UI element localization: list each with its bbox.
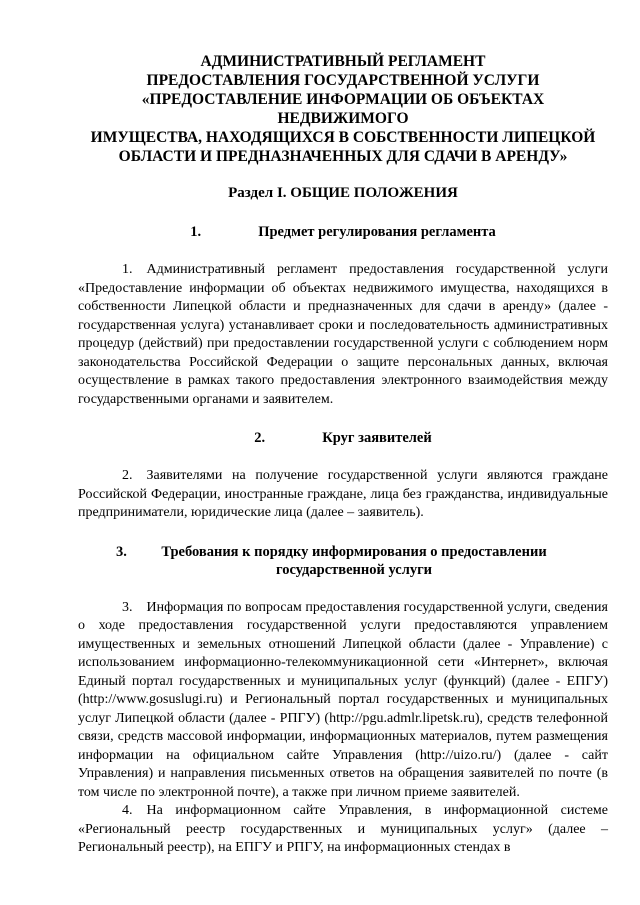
paragraph [78,467,608,523]
subsection-title: Круг заявителей [322,430,432,446]
subsection-heading [78,543,608,579]
paragraph [78,802,608,858]
subsection-title: Предмет регулирования регламента [258,224,496,240]
paragraph-text: На информационном сайте Управления, в информационной системе «Региональный реестр государственных и муниципальных услуг» (далее – Региональный реестр), на ЕПГУ и РПГУ, на информационных стендах в [78,803,608,855]
paragraph-number: 3. [122,599,133,615]
paragraph [78,599,608,803]
document-title [78,52,608,166]
title-line: ИМУЩЕСТВА, НАХОДЯЩИХСЯ В СОБСТВЕННОСТИ ЛИПЕЦКОЙ [90,129,596,146]
paragraph-text: Информация по вопросам предоставления государственной услуги, сведения о ходе предоставления государственной услуги предоставляются управлением имущественных и земельных отношений Липецкой области (далее - Управление) с использованием информационно-телекоммуникационной сети «Интернет», включая Единый портал государственных и муниципальных услуг (функций) (далее - ЕПГУ) (http://www.gosuslugi.ru) и Региональный портал государственных и муниципальных услуг Липецкой области (далее - РПГУ) (http://pgu.admlr.lipetsk.ru), средств телефонной связи, средств массовой информации, информационных материалов, путем размещения информации на официальном сайте Управления (http://uizo.ru/) (далее - сайт Управления) и направления письменных ответов на обращения заявителей по почте (в том числе по электронной почте), а также при личном приеме заявителей. [78,599,608,800]
subsection-number: 2. [254,430,266,446]
title-line: ОБЛАСТИ И ПРЕДНАЗНАЧЕННЫХ ДЛЯ СДАЧИ В АРЕНДУ» [118,148,568,165]
paragraph-text: Административный регламент предоставления государственной услуги «Предоставление информации об объектах недвижимого имущества, находящихся в собственности Липецкой области и предназначенных для сдачи в аренду» (далее - государственная услуга) устанавливает сроки и последовательность административных процедур (действий) при предоставлении государственной услуги с соблюдением норм законодательства Российской Федерации о защите персональных данных, включая осуществление в рамках такого предоставления электронного взаимодействия между государственными органами и заявителем. [78,262,608,407]
subsection-title: Требования к порядку информирования о предоставлении государственной услуги [161,543,547,578]
paragraph-number: 2. [122,468,133,483]
subsection-number: 1. [190,224,202,240]
subsection-number: 3. [116,543,127,560]
subsection-heading [78,223,608,241]
title-line: АДМИНИСТРАТИВНЫЙ РЕГЛАМЕНТ [200,53,486,70]
section-heading: Раздел I. ОБЩИЕ ПОЛОЖЕНИЯ [228,185,458,201]
paragraph-number: 4. [122,803,133,818]
title-line: ПРЕДОСТАВЛЕНИЯ ГОСУДАРСТВЕННОЙ УСЛУГИ [146,72,540,89]
title-line: «ПРЕДОСТАВЛЕНИЕ ИНФОРМАЦИИ ОБ ОБЪЕКТАХ НЕДВИЖИМОГО [141,91,545,127]
paragraph [78,261,608,409]
paragraph-text: Заявителями на получение государственной услуги являются граждане Российской Федерации, иностранные граждане, лица без гражданства, индивидуальные предприниматели, юридические лица (далее – заявитель). [78,468,608,520]
paragraph-number: 1. [122,262,133,277]
document-page [78,52,608,858]
subsection-heading [78,429,608,447]
